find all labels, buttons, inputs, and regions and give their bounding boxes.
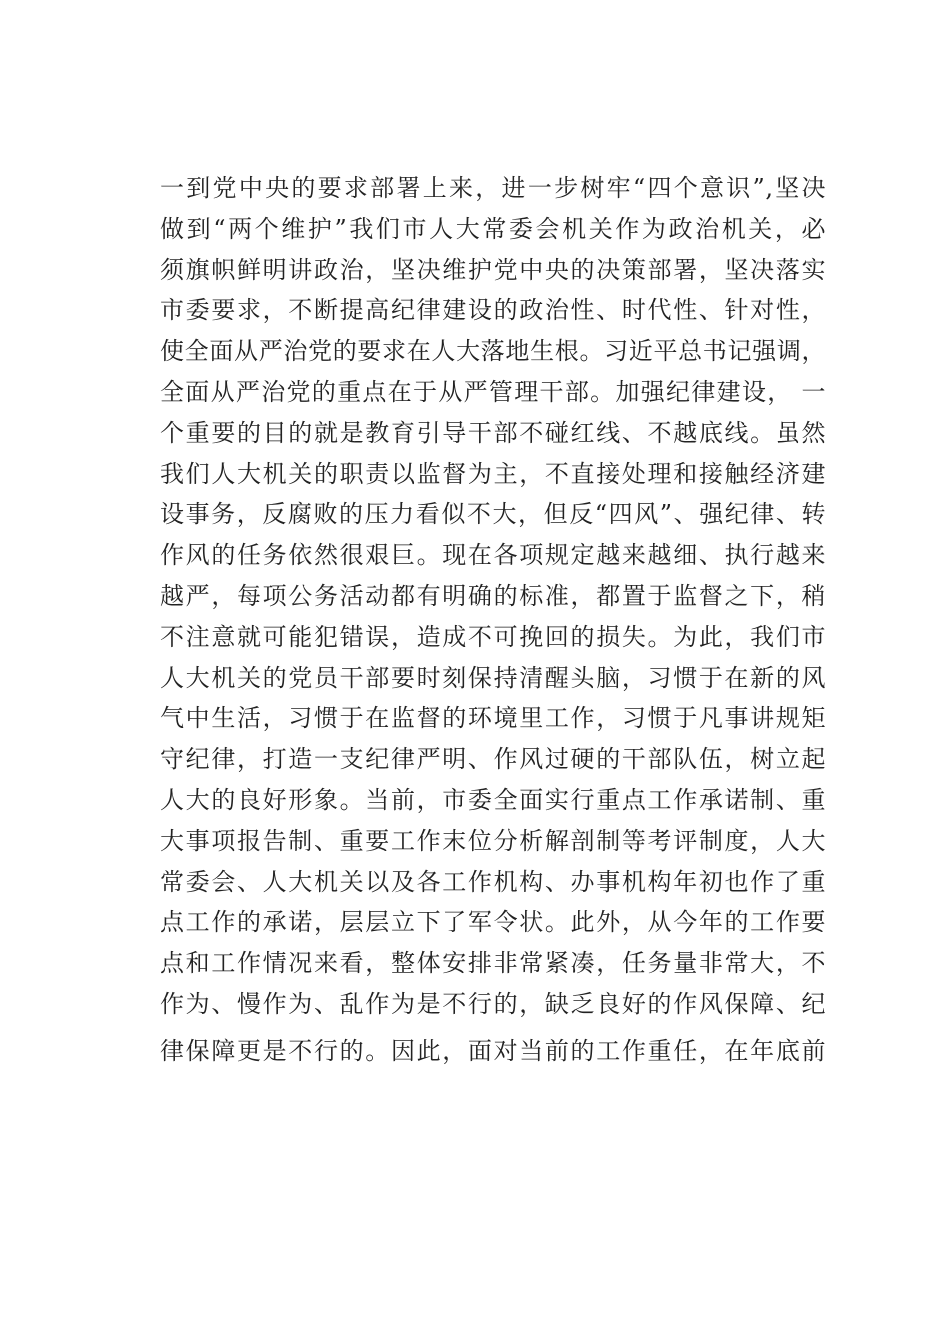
text-line: 设事务，反腐败的压力看似不大，但反“四风”、强纪律、转	[160, 500, 826, 529]
text-line: 人大的良好形象。当前，市委全面实行重点工作承诺制、重	[160, 785, 826, 814]
text-line: 我们人大机关的职责以监督为主，不直接处理和接触经济建	[160, 459, 826, 488]
text-line: 人大机关的党员干部要时刻保持清醒头脑，习惯于在新的风	[160, 663, 826, 692]
text-line: 使全面从严治党的要求在人大落地生根。习近平总书记强调，	[160, 337, 826, 366]
text-line: 全面从严治党的重点在于从严管理干部。加强纪律建设， 一	[160, 377, 826, 406]
text-line: 常委会、人大机关以及各工作机构、办事机构年初也作了重	[160, 867, 826, 896]
body-paragraph	[160, 168, 826, 1072]
text-line: 作为、慢作为、乱作为是不行的，缺乏良好的作风保障、纪	[160, 989, 826, 1018]
text-line: 点和工作情况来看，整体安排非常紧凑，任务量非常大，不	[160, 949, 826, 978]
text-line: 律保障更是不行的。因此，面对当前的工作重任，在年底前	[160, 1036, 826, 1065]
text-line: 个重要的目的就是教育引导干部不碰红线、不越底线。虽然	[160, 418, 826, 447]
text-line: 一到党中央的要求部署上来，进一步树牢“四个意识”,坚决	[160, 174, 826, 202]
text-line: 气中生活，习惯于在监督的环境里工作，习惯于凡事讲规矩	[160, 704, 826, 733]
text-line: 点工作的承诺，层层立下了军令状。此外，从今年的工作要	[160, 908, 826, 937]
text-line: 市委要求，不断提高纪律建设的政治性、时代性、针对性，	[160, 296, 826, 325]
text-line: 不注意就可能犯错误，造成不可挽回的损失。为此，我们市	[160, 622, 826, 651]
text-line: 须旗帜鲜明讲政治，坚决维护党中央的决策部署，坚决落实	[160, 255, 826, 284]
text-line: 作风的任务依然很艰巨。现在各项规定越来越细、执行越来	[160, 541, 826, 570]
text-line: 做到“两个维护”我们市人大常委会机关作为政治机关，必	[160, 214, 826, 243]
text-line: 越严，每项公务活动都有明确的标准，都置于监督之下，稍	[160, 581, 826, 610]
text-line: 大事项报告制、重要工作末位分析解剖制等考评制度，人大	[160, 826, 826, 855]
text-line: 守纪律，打造一支纪律严明、作风过硬的干部队伍，树立起	[160, 745, 826, 774]
